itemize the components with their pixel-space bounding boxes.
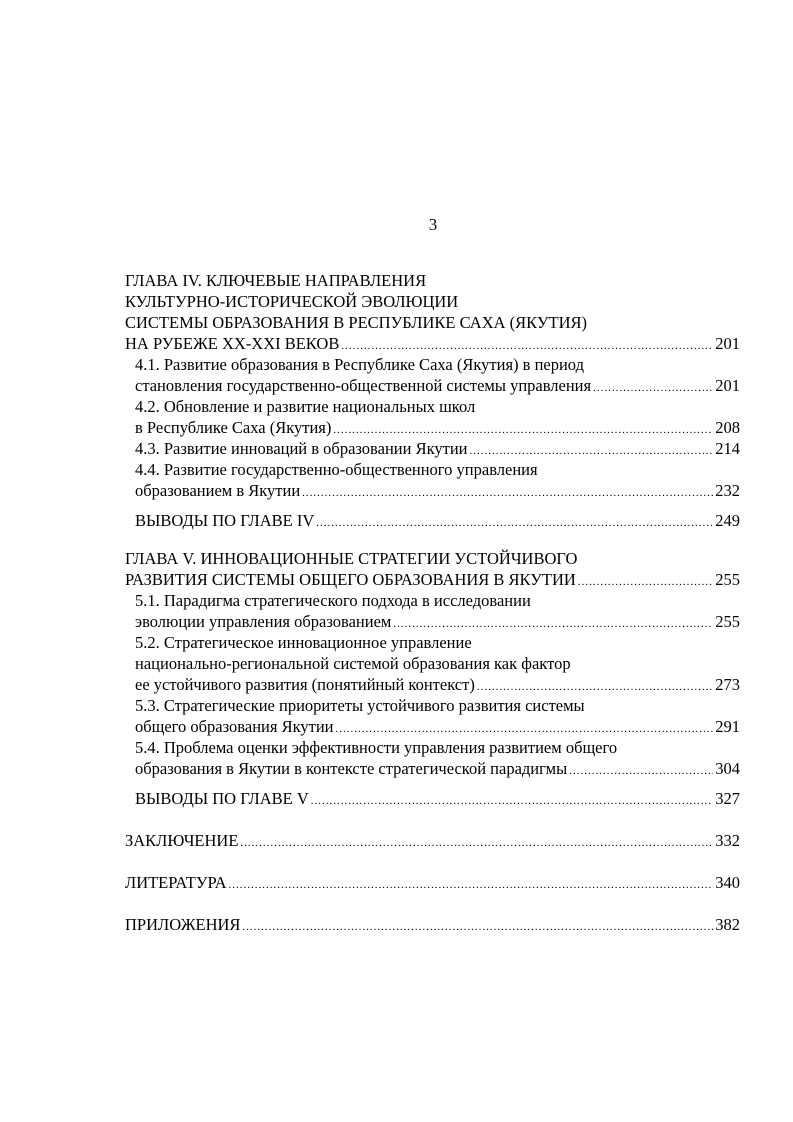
- section-5-1-entry[interactable]: [125, 611, 740, 632]
- section-4-3-page: 214: [715, 439, 740, 458]
- table-of-contents: [125, 270, 740, 935]
- section-4-2-page: 208: [715, 418, 740, 437]
- chapter-5-title-last: РАЗВИТИЯ СИСТЕМЫ ОБЩЕГО ОБРАЗОВАНИЯ В ЯКУТИИ: [125, 570, 576, 589]
- chapter-4-conclusions-entry[interactable]: [125, 510, 740, 531]
- appendices-label: ПРИЛОЖЕНИЯ: [125, 915, 241, 934]
- dot-leader: [242, 917, 713, 938]
- appendices-entry[interactable]: [125, 914, 740, 935]
- section-5-3-page: 291: [715, 717, 740, 736]
- literature-page: 340: [715, 873, 740, 892]
- section-4-1-entry[interactable]: [125, 375, 740, 396]
- section-5-3-line-1: 5.3. Стратегические приоритеты устойчивого развития системы: [135, 696, 585, 715]
- chapter-5-page: 255: [715, 570, 740, 589]
- section-4-3-last: 4.3. Развитие инноваций в образовании Якутии: [135, 439, 468, 458]
- section-4-1-page: 201: [715, 376, 740, 395]
- dot-leader: [569, 761, 713, 782]
- section-5-2-entry[interactable]: [125, 674, 740, 695]
- section-4-1-last: становления государственно-общественной системы управления: [135, 376, 592, 395]
- page-number: 3: [428, 215, 438, 234]
- chapter-4-entry[interactable]: [125, 333, 740, 354]
- section-5-2-page: 273: [715, 675, 740, 694]
- chapter-5-title-line-1: ГЛАВА V. ИННОВАЦИОННЫЕ СТРАТЕГИИ УСТОЙЧИВОГО: [125, 549, 578, 568]
- dot-leader: [316, 513, 713, 534]
- section-5-1-last: эволюции управления образованием: [135, 612, 392, 631]
- section-4-4-line-1: 4.4. Развитие государственно-общественного управления: [135, 460, 538, 479]
- conclusion-entry[interactable]: [125, 830, 740, 851]
- dot-leader: [240, 833, 713, 854]
- section-4-2-last: в Республике Саха (Якутия): [135, 418, 332, 437]
- section-4-3-entry[interactable]: [125, 438, 740, 459]
- chapter-4-title-line-3: СИСТЕМЫ ОБРАЗОВАНИЯ В РЕСПУБЛИКЕ САХА (ЯКУТИЯ): [125, 313, 588, 332]
- dot-leader: [229, 875, 714, 896]
- chapter-4-title-line-1: ГЛАВА IV. КЛЮЧЕВЫЕ НАПРАВЛЕНИЯ: [125, 271, 427, 290]
- section-4-4-entry[interactable]: [125, 480, 740, 501]
- section-5-3-last: общего образования Якутии: [135, 717, 334, 736]
- section-4-2-line-1: 4.2. Обновление и развитие национальных школ: [135, 397, 476, 416]
- chapter-5-entry[interactable]: [125, 569, 740, 590]
- section-5-1-page: 255: [715, 612, 740, 631]
- conclusion-label: ЗАКЛЮЧЕНИЕ: [125, 831, 239, 850]
- section-5-4-line-1: 5.4. Проблема оценки эффективности управления развитием общего: [135, 738, 618, 757]
- dot-leader: [302, 483, 713, 504]
- chapter-5-conclusions-label: ВЫВОДЫ ПО ГЛАВЕ V: [135, 789, 309, 808]
- section-5-2-line-2: национально-региональной системой образования как фактор: [135, 654, 571, 673]
- chapter-4-title-line-2: КУЛЬТУРНО-ИСТОРИЧЕСКОЙ ЭВОЛЮЦИИ: [125, 292, 459, 311]
- dot-leader: [311, 791, 714, 812]
- section-5-1-line-1: 5.1. Парадигма стратегического подхода в исследовании: [135, 591, 531, 610]
- chapter-4-conclusions-page: 249: [715, 511, 740, 530]
- section-4-1-line-1: 4.1. Развитие образования в Республике Саха (Якутия) в период: [135, 355, 584, 374]
- literature-entry[interactable]: [125, 872, 740, 893]
- section-5-3-entry[interactable]: [125, 716, 740, 737]
- section-4-4-last: образованием в Якутии: [135, 481, 301, 500]
- section-5-2-last: ее устойчивого развития (понятийный контекст): [135, 675, 475, 694]
- section-5-4-entry[interactable]: [125, 758, 740, 779]
- literature-label: ЛИТЕРАТУРА: [125, 873, 227, 892]
- conclusion-page: 332: [715, 831, 740, 850]
- section-5-2-line-1: 5.2. Стратегическое инновационное управление: [135, 633, 472, 652]
- appendices-page: 382: [715, 915, 740, 934]
- chapter-5-conclusions-page: 327: [715, 789, 740, 808]
- chapter-4-page: 201: [715, 334, 740, 353]
- section-4-4-page: 232: [715, 481, 740, 500]
- section-4-2-entry[interactable]: [125, 417, 740, 438]
- section-5-4-last: образования в Якутии в контексте стратегической парадигмы: [135, 759, 568, 778]
- chapter-4-conclusions-label: ВЫВОДЫ ПО ГЛАВЕ IV: [135, 511, 315, 530]
- section-5-4-page: 304: [715, 759, 740, 778]
- chapter-4-title-last: НА РУБЕЖЕ XX-XXI ВЕКОВ: [125, 334, 340, 353]
- chapter-5-conclusions-entry[interactable]: [125, 788, 740, 809]
